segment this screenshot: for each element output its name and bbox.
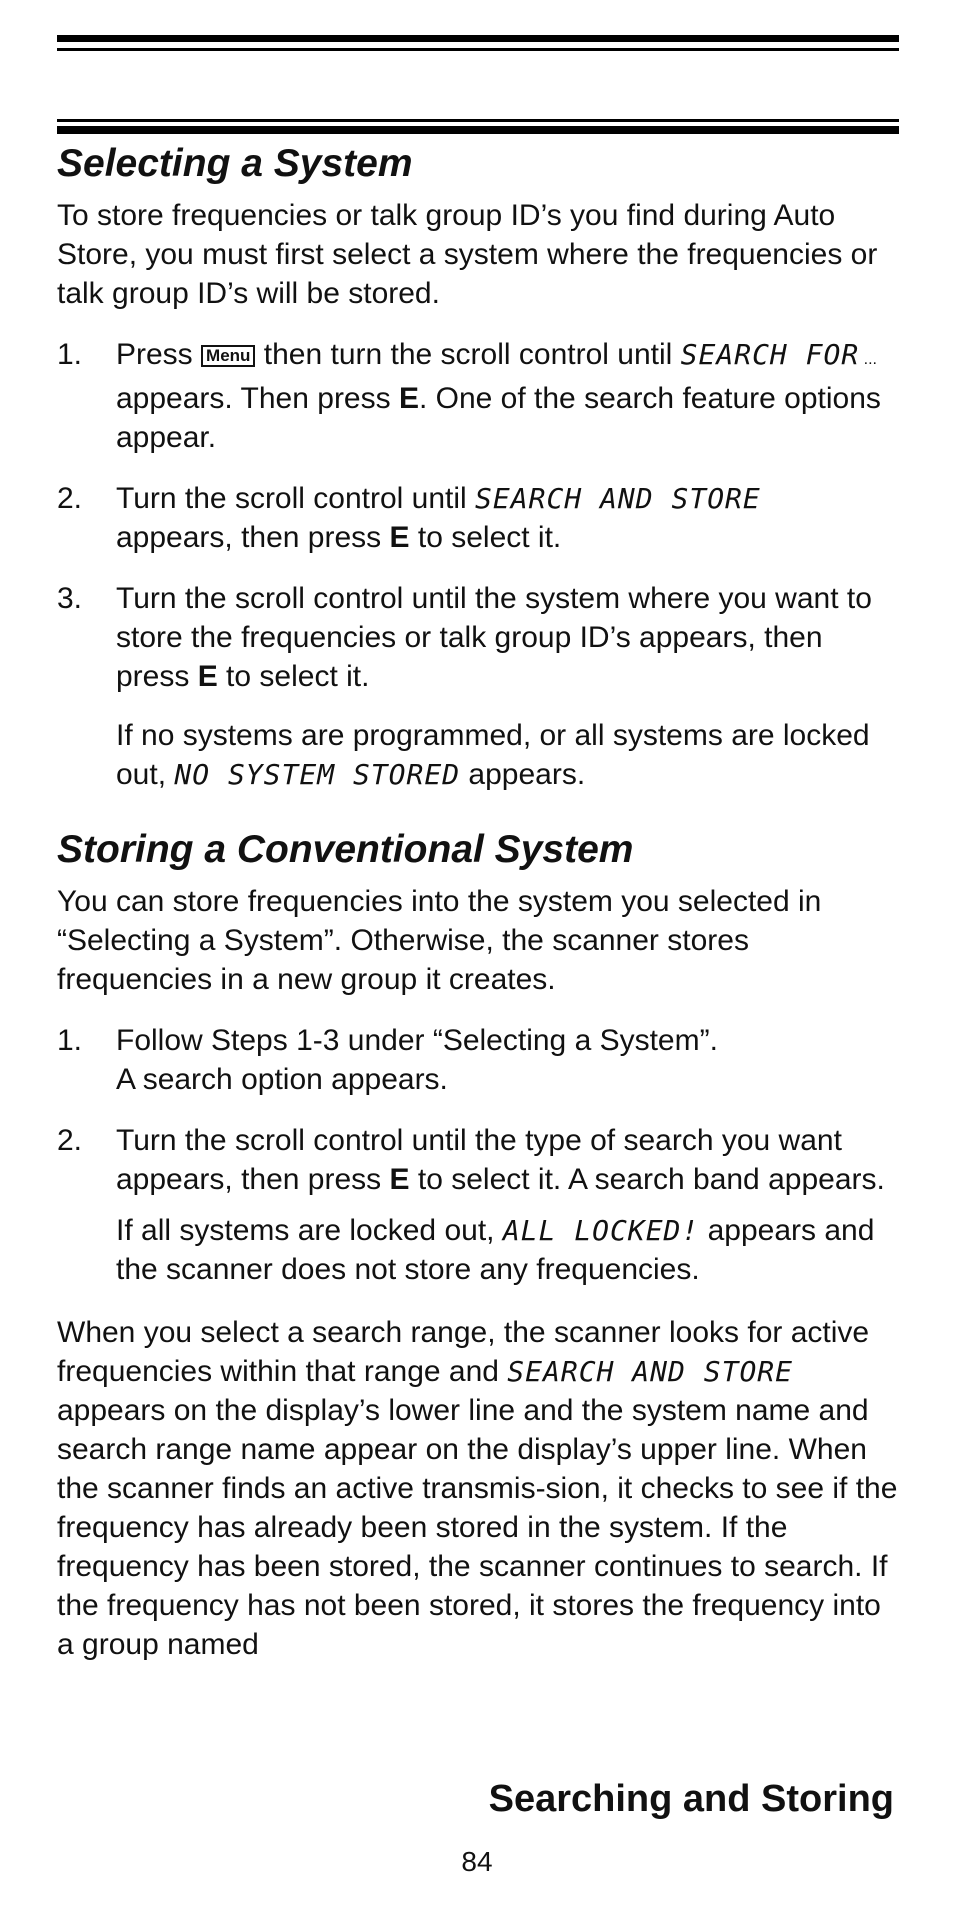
step-number: 3. xyxy=(57,582,83,615)
lcd-text: SEARCH FOR xyxy=(680,338,860,371)
step-text: to select it. xyxy=(409,521,562,554)
step-number: 2. xyxy=(57,1124,83,1157)
section-rule-thin xyxy=(57,119,899,122)
note-text: appears. xyxy=(460,758,586,791)
lcd-text: SEARCH AND STORE xyxy=(507,1355,794,1388)
step-text: then turn the scroll control until xyxy=(255,338,681,371)
key-label: E xyxy=(389,521,410,554)
section-heading-storing-conventional: Storing a Conventional System xyxy=(57,828,634,871)
step-number: 2. xyxy=(57,482,83,515)
lcd-text: SEARCH AND STORE xyxy=(475,482,761,515)
note-text: If all systems are locked out, xyxy=(116,1214,503,1247)
step-text: appears. Then press xyxy=(116,382,399,415)
menu-key-icon: Menu xyxy=(201,345,255,367)
page-content xyxy=(57,138,899,1664)
top-rule-thin xyxy=(57,48,899,51)
top-rule-thick xyxy=(57,35,899,42)
page-number: 84 xyxy=(461,1846,493,1877)
step-text: Turn the scroll control until xyxy=(116,482,476,515)
section2-steps xyxy=(57,1021,899,1199)
section1-intro: To store frequencies or talk group ID’s you find during Auto Store, you must first select a system where the frequencies or talk group ID’s will be stored. xyxy=(57,199,878,310)
note-text: If no systems are programmed, or all systems are locked out, xyxy=(116,719,870,791)
lcd-text: ALL LOCKED! xyxy=(502,1214,700,1247)
list-item xyxy=(57,1121,899,1199)
section-rule-thick xyxy=(57,126,899,134)
section1-note xyxy=(57,716,899,794)
step-text: . One of the search feature options appear. xyxy=(116,382,881,454)
key-label: E xyxy=(398,382,419,415)
list-item xyxy=(57,479,899,557)
section2-intro: You can store frequencies into the system you selected in “Selecting a System”. Otherwise, the scanner stores frequencies in a new group it creates. xyxy=(57,885,822,996)
section2-note xyxy=(57,1211,899,1289)
step-text: Turn the scroll control until the system where you want to store the frequencies or talk group ID’s appears, then press xyxy=(116,582,872,693)
step-text: to select it. xyxy=(217,660,370,693)
step-text: Turn the scroll control until the type of search you want appears, then press xyxy=(116,1124,842,1196)
list-item xyxy=(57,1021,899,1099)
chapter-title: Searching and Storing xyxy=(488,1778,894,1820)
lcd-text: NO SYSTEM STORED xyxy=(174,758,461,791)
ellipsis: ... xyxy=(859,351,877,368)
body-text: When you select a search range, the scanner looks for active frequencies within that range and xyxy=(57,1316,870,1388)
body-text: appears on the display’s lower line and the system name and search range name appear on the display’s upper line. When the scanner finds an active transmis-sion, it checks to see if the frequency has already been stored in the system. If the frequency has been stored, the scanner continues to search. If the frequency has not been stored, it stores the frequency into a group named xyxy=(57,1394,898,1661)
step-text: A search option appears. xyxy=(116,1063,448,1096)
step-text: Follow Steps 1-3 under “Selecting a System”. xyxy=(116,1024,718,1057)
key-label: E xyxy=(197,660,218,693)
step-number: 1. xyxy=(57,338,83,371)
step-text: to select it. A search band appears. xyxy=(409,1163,885,1196)
key-label: E xyxy=(389,1163,410,1196)
section-heading-selecting-system: Selecting a System xyxy=(57,142,413,185)
list-item xyxy=(57,579,899,696)
section2-body xyxy=(57,1313,899,1664)
list-item xyxy=(57,335,899,457)
section1-steps xyxy=(57,335,899,696)
step-text: appears, then press xyxy=(116,521,390,554)
note-text: appears and the scanner does not store any frequencies. xyxy=(116,1214,875,1286)
step-text: Press xyxy=(116,338,202,371)
step-number: 1. xyxy=(57,1024,83,1057)
